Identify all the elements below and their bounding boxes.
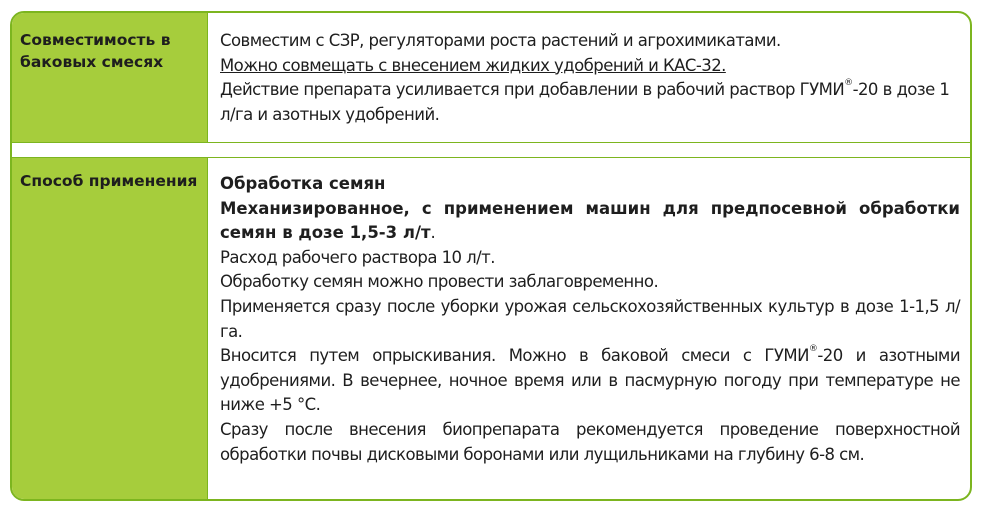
compatibility-line-3-b: -20 в дозе 1 л/га и азотных удобрений. <box>220 80 950 124</box>
application-content-cell <box>208 158 970 499</box>
application-text <box>220 172 960 467</box>
application-p4-b: -20 и азотными удобрениями. В вечернее, ночное время или в пасмурную погоду при температуре не ниже +5 °C. <box>220 346 960 415</box>
compatibility-content-cell <box>208 13 970 142</box>
compatibility-row <box>12 13 970 142</box>
info-table <box>10 11 972 501</box>
application-p5: Сразу после внесения биопрепарата рекомендуется проведение поверхностной обработки почвы дисковыми боронами или лущильниками на глубину 6-8 см. <box>220 419 960 464</box>
application-bold-tail: . <box>430 223 436 243</box>
application-heading: Обработка семян <box>220 174 386 193</box>
application-row <box>12 158 970 499</box>
compatibility-line-3 <box>220 78 960 127</box>
application-bold-text: Механизированное, с применением машин для предпосевной обработки семян в дозе 1,5-3 л/т <box>220 198 960 243</box>
application-p4 <box>220 344 960 418</box>
application-label: Способ применения <box>20 172 198 190</box>
application-p3: Применяется сразу после уборки урожая сельскохозяйственных культур в дозе 1-1,5 л/га. <box>220 296 960 341</box>
application-label-cell <box>12 158 208 499</box>
application-p1: Расход рабочего раствора 10 л/т. <box>220 247 495 267</box>
row-separator <box>12 142 970 158</box>
compatibility-line-3-a: Действие препарата усиливается при добавлении в рабочий раствор ГУМИ <box>220 80 845 99</box>
application-p2: Обработку семян можно провести заблаговременно. <box>220 272 659 292</box>
application-bold-paragraph <box>220 197 960 246</box>
compatibility-line-1: Совместим с СЗР, регуляторами роста растений и агрохимикатами. <box>220 31 781 50</box>
registered-mark: ® <box>844 78 853 88</box>
compatibility-label-cell <box>12 13 208 142</box>
compatibility-text <box>220 29 960 127</box>
compatibility-label: Совместимость в баковых смесях <box>20 31 171 71</box>
application-p4-a: Вносится путем опрыскивания. Можно в баковой смеси с ГУМИ <box>220 346 809 366</box>
compatibility-line-2: Можно совмещать с внесением жидких удобрений и КАС-32. <box>220 55 726 75</box>
registered-mark: ® <box>808 344 818 355</box>
